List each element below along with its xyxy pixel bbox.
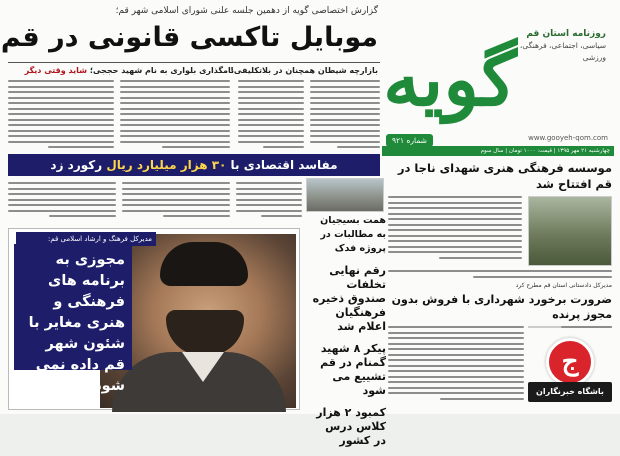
website-url: www.gooyeh-qom.com [528, 134, 608, 142]
construction-photo [306, 178, 384, 212]
subhead-right: بازارچه شیطان همچنان در بلاتکلیفی! [230, 66, 378, 75]
top-story-kicker: گزارش اختصاصی گویه از دهمین جلسه علنی شورای اسلامی شهر قم؛ [115, 6, 378, 16]
tagline-line2: سیاسی، اجتماعی، فرهنگی، ورزشی [519, 41, 606, 62]
section-bar-accent: ۳۰ هزار میلیارد ریال [106, 158, 227, 172]
article-text-column [530, 326, 612, 334]
section-headline-bar [8, 154, 380, 176]
article-text-column [8, 80, 114, 150]
channel-logo-icon: ج [546, 338, 594, 386]
article-text-column [120, 80, 230, 150]
article-text-column [122, 182, 230, 222]
right-headline-1: موسسه فرهنگی هنری شهدای ناجا در قم افتتاح شد [397, 161, 612, 191]
channel-badge [528, 338, 612, 406]
date-strip: چهارشنبه ۲۱ مهر ۱۳۹۵ | قیمت: ۱۰۰۰ تومان | سال سوم [382, 146, 614, 156]
tagline-line1: روزنامه استان قم [526, 29, 606, 39]
police-officer-photo [528, 196, 612, 266]
divider [8, 62, 380, 63]
article-text-column [388, 196, 522, 268]
middle-headline-1: رقم نهایی تخلفات صندوق ذخیره فرهنگیان اعلام شد [312, 264, 386, 333]
channel-label: باشگاه خبرنگاران [528, 382, 612, 402]
masthead-logo [383, 24, 517, 136]
feature-title: مدیرکل فرهنگ و ارشاد اسلامی قم: [16, 232, 156, 246]
article-text-column [388, 270, 612, 280]
middle-headline-3: کمبود ۲ هزار کلاس درس در کشور [316, 406, 386, 447]
subhead-left-suffix: شاید وقتی دیگر [24, 66, 88, 75]
masthead [382, 6, 614, 156]
right-kicker-2: مدیرکل دادستانی استان قم مطرح کرد [515, 282, 612, 289]
article-text-column [388, 326, 524, 406]
right-headline-2: ضرورت برخورد شهرداری با فروش بدون مجوز پرنده [391, 293, 612, 321]
issue-number: شماره ۹۲۱ [386, 134, 433, 147]
article-text-column [8, 182, 116, 222]
spacer [596, 10, 612, 11]
subhead-left-prefix: نامگذاری بلواری به نام شهید حججی؛ [89, 66, 234, 75]
article-text-column [238, 80, 304, 150]
logo-text: گویه [383, 37, 517, 123]
article-text-column [310, 80, 380, 150]
middle-headline-2: پیکر ۸ شهید گمنام در قم تشییع می شود [320, 342, 386, 397]
section-bar-suffix: رکورد زد [50, 158, 107, 172]
subhead-left [8, 66, 234, 75]
section-bar-prefix: مفاسد اقتصادی با [226, 158, 338, 172]
middle-headlines [310, 214, 386, 456]
article-text-column [236, 182, 302, 222]
top-story-headline: موبایل تاکسی قانونی در قم [0, 22, 378, 53]
feature-quote: مجوزی به برنامه های فرهنگی و هنری مغایر با شئون شهر قم داده نمی شود [14, 244, 132, 370]
middle-photo-headline: همت بسیجیان به مطالبات در پروژه فدک [320, 215, 386, 254]
